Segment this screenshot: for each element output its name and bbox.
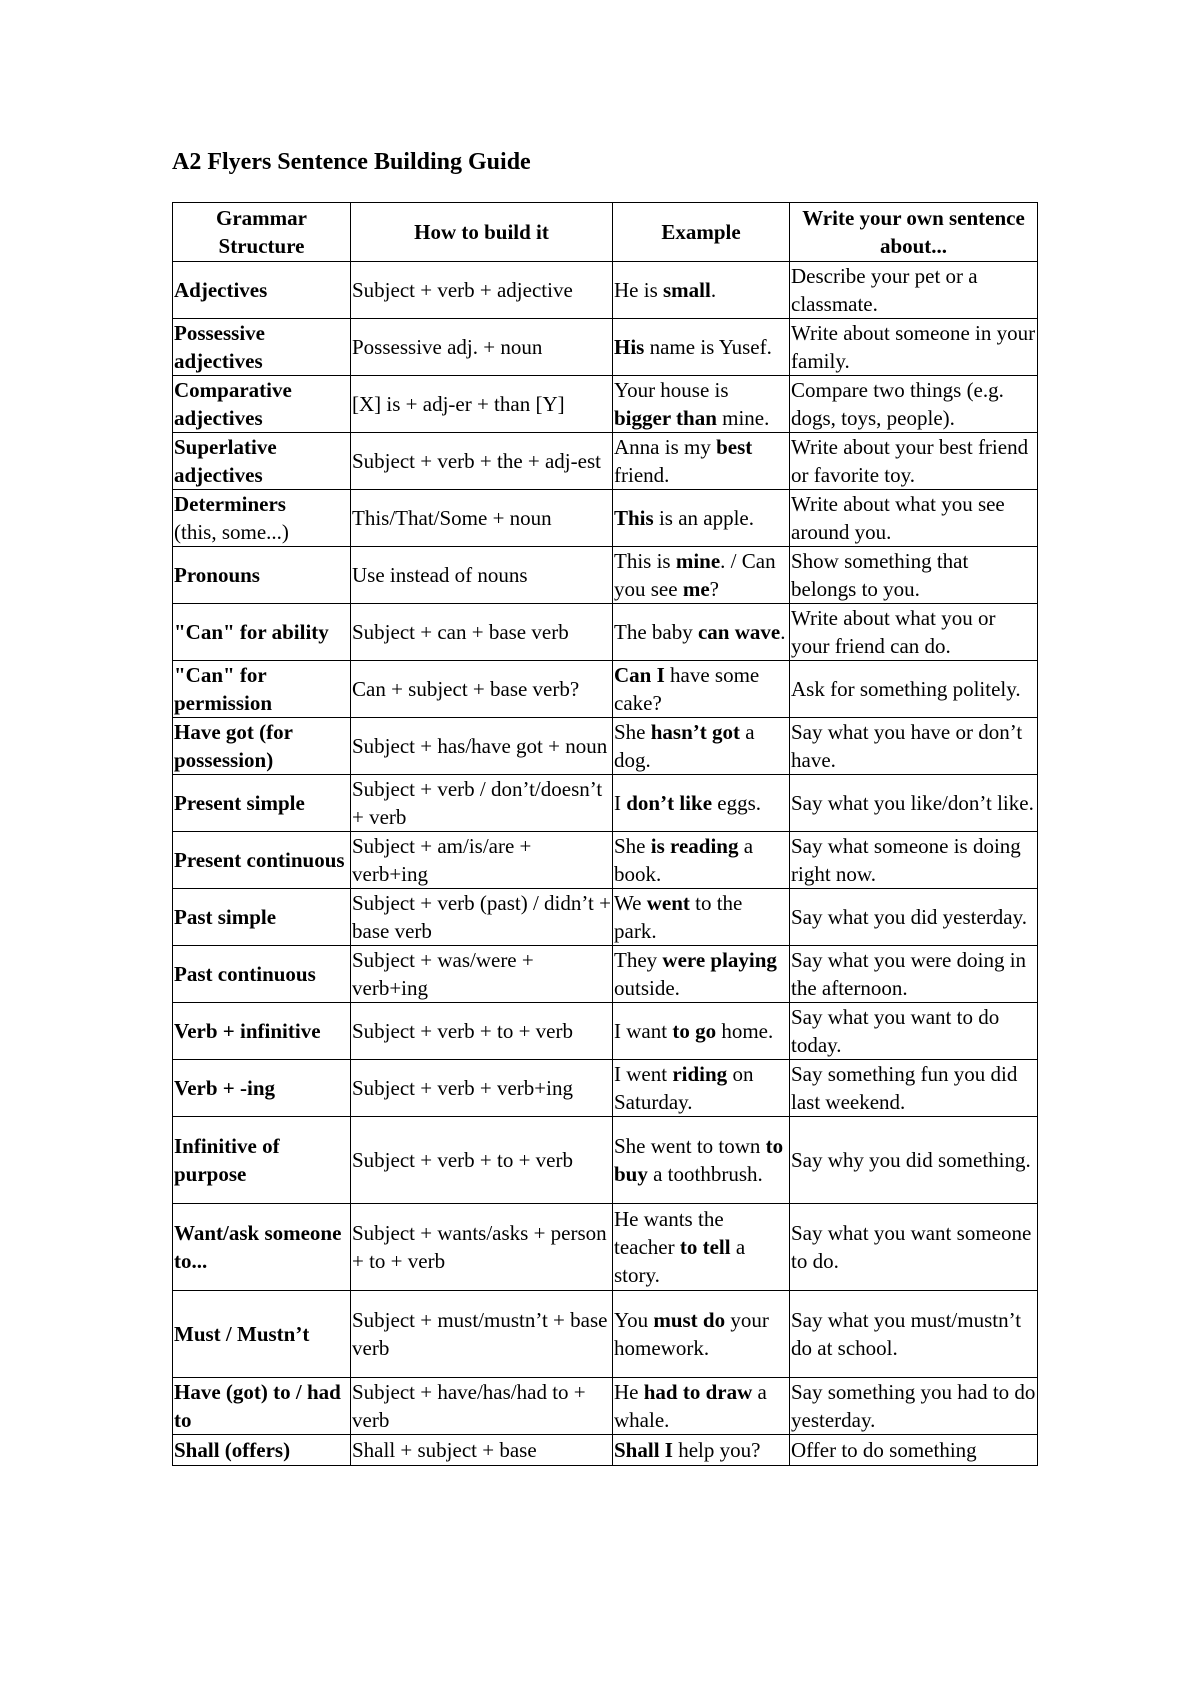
example-highlight: This bbox=[614, 506, 654, 530]
table-row bbox=[173, 604, 1038, 661]
cell-example bbox=[613, 1291, 790, 1378]
example-text: to the park. bbox=[614, 891, 743, 943]
example-text: a whale. bbox=[614, 1380, 767, 1432]
cell-write-prompt: Offer to do something bbox=[790, 1435, 1038, 1466]
cell-how-to-build: Possessive adj. + noun bbox=[351, 319, 613, 376]
cell-write-prompt: Describe your pet or a classmate. bbox=[790, 262, 1038, 319]
cell-write-prompt: Say something you had to do yesterday. bbox=[790, 1378, 1038, 1435]
example-text: I want bbox=[614, 1019, 673, 1043]
example-text: your homework. bbox=[614, 1308, 769, 1360]
example-text: You bbox=[614, 1308, 654, 1332]
example-highlight: to go bbox=[672, 1019, 717, 1043]
table-row bbox=[173, 262, 1038, 319]
structure-label: "Can" for permission bbox=[174, 663, 273, 715]
table-body bbox=[173, 262, 1038, 1466]
cell-how-to-build: Can + subject + base verb? bbox=[351, 661, 613, 718]
cell-grammar-structure bbox=[173, 604, 351, 661]
cell-how-to-build: Shall + subject + base bbox=[351, 1435, 613, 1466]
cell-example bbox=[613, 889, 790, 946]
cell-grammar-structure bbox=[173, 1117, 351, 1204]
table-header bbox=[173, 203, 1038, 262]
cell-write-prompt: Say why you did something. bbox=[790, 1117, 1038, 1204]
table-row bbox=[173, 775, 1038, 832]
table-row bbox=[173, 832, 1038, 889]
cell-write-prompt: Ask for something politely. bbox=[790, 661, 1038, 718]
cell-grammar-structure bbox=[173, 775, 351, 832]
cell-write-prompt: Say what someone is doing right now. bbox=[790, 832, 1038, 889]
example-text: . bbox=[710, 278, 717, 302]
cell-write-prompt: Say what you have or don’t have. bbox=[790, 718, 1038, 775]
example-text: friend. bbox=[614, 463, 670, 487]
cell-write-prompt: Write about what you or your friend can do. bbox=[790, 604, 1038, 661]
example-text: is an apple. bbox=[653, 506, 755, 530]
cell-example bbox=[613, 376, 790, 433]
structure-label: Superlative adjectives bbox=[174, 435, 277, 487]
example-text: mine. bbox=[716, 406, 770, 430]
example-text: a dog. bbox=[614, 720, 755, 772]
cell-grammar-structure bbox=[173, 661, 351, 718]
structure-label: "Can" for ability bbox=[174, 620, 329, 644]
cell-write-prompt: Write about someone in your family. bbox=[790, 319, 1038, 376]
example-text: eggs. bbox=[712, 791, 762, 815]
cell-example bbox=[613, 1378, 790, 1435]
structure-label: Have got (for possession) bbox=[174, 720, 293, 772]
cell-grammar-structure bbox=[173, 946, 351, 1003]
example-text: He wants the teacher bbox=[614, 1207, 724, 1259]
cell-write-prompt: Say what you want to do today. bbox=[790, 1003, 1038, 1060]
cell-example bbox=[613, 547, 790, 604]
structure-label: Possessive adjectives bbox=[174, 321, 265, 373]
table-row bbox=[173, 1060, 1038, 1117]
table-row bbox=[173, 889, 1038, 946]
cell-write-prompt: Say what you like/don’t like. bbox=[790, 775, 1038, 832]
cell-example bbox=[613, 1003, 790, 1060]
example-highlight: can wave bbox=[697, 620, 781, 644]
example-text: outside. bbox=[614, 976, 680, 1000]
example-text: ? bbox=[709, 577, 719, 601]
example-text: on Saturday. bbox=[614, 1062, 754, 1114]
example-highlight: Shall I bbox=[614, 1438, 673, 1462]
example-text: home. bbox=[716, 1019, 774, 1043]
example-text: She bbox=[614, 834, 651, 858]
structure-label: Determiners bbox=[174, 492, 286, 516]
header-row bbox=[173, 203, 1038, 262]
example-text: name is Yusef. bbox=[644, 335, 772, 359]
example-text: He is bbox=[614, 278, 663, 302]
example-highlight: went bbox=[646, 891, 690, 915]
page-title: A2 Flyers Sentence Building Guide bbox=[172, 149, 531, 175]
cell-how-to-build: Subject + was/were + verb+ing bbox=[351, 946, 613, 1003]
cell-write-prompt: Write about what you see around you. bbox=[790, 490, 1038, 547]
cell-example bbox=[613, 718, 790, 775]
cell-grammar-structure bbox=[173, 319, 351, 376]
cell-grammar-structure bbox=[173, 832, 351, 889]
table-row bbox=[173, 490, 1038, 547]
cell-grammar-structure bbox=[173, 547, 351, 604]
cell-write-prompt: Say what you were doing in the afternoon. bbox=[790, 946, 1038, 1003]
example-text: . / Can you see bbox=[614, 549, 776, 601]
cell-example bbox=[613, 946, 790, 1003]
example-text: Anna is my bbox=[614, 435, 717, 459]
table-row bbox=[173, 1003, 1038, 1060]
table-row bbox=[173, 376, 1038, 433]
cell-example bbox=[613, 775, 790, 832]
cell-write-prompt: Show something that belongs to you. bbox=[790, 547, 1038, 604]
cell-example bbox=[613, 661, 790, 718]
table-row bbox=[173, 946, 1038, 1003]
structure-label: Shall (offers) bbox=[174, 1438, 291, 1462]
structure-label: Comparative adjectives bbox=[174, 378, 292, 430]
example-text: The baby bbox=[614, 620, 698, 644]
cell-how-to-build: Subject + must/mustn’t + base verb bbox=[351, 1291, 613, 1378]
example-text: They bbox=[614, 948, 663, 972]
table-row bbox=[173, 1435, 1038, 1466]
structure-label: Past continuous bbox=[174, 962, 316, 986]
cell-grammar-structure bbox=[173, 1291, 351, 1378]
table-row bbox=[173, 718, 1038, 775]
structure-label: Present continuous bbox=[174, 848, 345, 872]
cell-how-to-build: Subject + can + base verb bbox=[351, 604, 613, 661]
example-highlight: riding bbox=[672, 1062, 728, 1086]
cell-grammar-structure bbox=[173, 1060, 351, 1117]
example-highlight: best bbox=[716, 435, 753, 459]
example-text: . bbox=[780, 620, 786, 644]
example-highlight: mine bbox=[675, 549, 721, 573]
cell-how-to-build: Subject + verb + the + adj-est bbox=[351, 433, 613, 490]
example-highlight: don’t like bbox=[626, 791, 713, 815]
example-highlight: bigger than bbox=[614, 406, 717, 430]
example-text: This is bbox=[614, 549, 676, 573]
structure-label: Infinitive of purpose bbox=[174, 1134, 280, 1186]
structure-note: (this, some...) bbox=[174, 520, 289, 544]
header-grammar-structure: Grammar Structure bbox=[173, 203, 351, 262]
cell-example bbox=[613, 604, 790, 661]
example-highlight: small bbox=[663, 278, 711, 302]
structure-label: Verb + infinitive bbox=[174, 1019, 321, 1043]
cell-example bbox=[613, 1204, 790, 1291]
cell-example bbox=[613, 433, 790, 490]
cell-write-prompt: Say what you want someone to do. bbox=[790, 1204, 1038, 1291]
cell-grammar-structure bbox=[173, 1204, 351, 1291]
example-text: a book. bbox=[614, 834, 754, 886]
example-highlight: hasn’t got bbox=[650, 720, 741, 744]
cell-write-prompt: Say what you must/mustn’t do at school. bbox=[790, 1291, 1038, 1378]
table-row bbox=[173, 433, 1038, 490]
example-text: a story. bbox=[614, 1235, 746, 1287]
table-row bbox=[173, 319, 1038, 376]
cell-grammar-structure bbox=[173, 1378, 351, 1435]
cell-how-to-build: Subject + am/is/are + verb+ing bbox=[351, 832, 613, 889]
structure-label: Verb + -ing bbox=[174, 1076, 276, 1100]
example-highlight: were playing bbox=[662, 948, 777, 972]
table-row bbox=[173, 661, 1038, 718]
structure-label: Adjectives bbox=[174, 278, 268, 302]
cell-grammar-structure bbox=[173, 433, 351, 490]
cell-write-prompt: Write about your best friend or favorite toy. bbox=[790, 433, 1038, 490]
cell-how-to-build: Subject + verb + to + verb bbox=[351, 1003, 613, 1060]
example-highlight: had to draw bbox=[643, 1380, 753, 1404]
example-highlight: His bbox=[614, 335, 645, 359]
example-highlight: must do bbox=[653, 1308, 726, 1332]
example-text: help you? bbox=[672, 1438, 761, 1462]
cell-example bbox=[613, 1060, 790, 1117]
cell-how-to-build: Subject + verb + to + verb bbox=[351, 1117, 613, 1204]
cell-how-to-build: Subject + verb / don’t/doesn’t + verb bbox=[351, 775, 613, 832]
example-highlight: Can I bbox=[614, 663, 665, 687]
cell-how-to-build: Subject + verb (past) / didn’t + base verb bbox=[351, 889, 613, 946]
cell-example bbox=[613, 490, 790, 547]
structure-label: Have (got) to / had to bbox=[174, 1380, 341, 1432]
cell-how-to-build: Subject + verb + verb+ing bbox=[351, 1060, 613, 1117]
structure-label: Must / Mustn’t bbox=[174, 1322, 310, 1346]
structure-label: Past simple bbox=[174, 905, 277, 929]
example-text: He bbox=[614, 1380, 644, 1404]
cell-how-to-build: Use instead of nouns bbox=[351, 547, 613, 604]
cell-example bbox=[613, 1117, 790, 1204]
cell-example bbox=[613, 832, 790, 889]
table-row bbox=[173, 547, 1038, 604]
example-text: She went to town bbox=[614, 1134, 766, 1158]
header-example: Example bbox=[613, 203, 790, 262]
example-text: She bbox=[614, 720, 651, 744]
cell-how-to-build: Subject + wants/asks + person + to + verb bbox=[351, 1204, 613, 1291]
structure-label: Want/ask someone to... bbox=[174, 1221, 342, 1273]
table-row bbox=[173, 1291, 1038, 1378]
header-how-to-build: How to build it bbox=[351, 203, 613, 262]
cell-how-to-build: [X] is + adj-er + than [Y] bbox=[351, 376, 613, 433]
example-text: We bbox=[614, 891, 647, 915]
cell-grammar-structure bbox=[173, 1435, 351, 1466]
cell-grammar-structure bbox=[173, 889, 351, 946]
cell-grammar-structure bbox=[173, 1003, 351, 1060]
structure-label: Pronouns bbox=[174, 563, 260, 587]
cell-how-to-build: Subject + verb + adjective bbox=[351, 262, 613, 319]
cell-how-to-build: Subject + have/has/had to + verb bbox=[351, 1378, 613, 1435]
example-text: I went bbox=[614, 1062, 673, 1086]
cell-example bbox=[613, 262, 790, 319]
example-text: have some cake? bbox=[614, 663, 760, 715]
structure-label: Present simple bbox=[174, 791, 305, 815]
example-highlight: is reading bbox=[650, 834, 739, 858]
table-row bbox=[173, 1204, 1038, 1291]
cell-grammar-structure bbox=[173, 718, 351, 775]
cell-write-prompt: Say something fun you did last weekend. bbox=[790, 1060, 1038, 1117]
cell-grammar-structure bbox=[173, 376, 351, 433]
cell-write-prompt: Compare two things (e.g. dogs, toys, people). bbox=[790, 376, 1038, 433]
cell-write-prompt: Say what you did yesterday. bbox=[790, 889, 1038, 946]
cell-how-to-build: This/That/Some + noun bbox=[351, 490, 613, 547]
example-highlight: to tell bbox=[679, 1235, 731, 1259]
header-write-your-own: Write your own sentence about... bbox=[790, 203, 1038, 262]
table-row bbox=[173, 1378, 1038, 1435]
example-highlight: to buy bbox=[614, 1134, 784, 1186]
cell-example bbox=[613, 319, 790, 376]
cell-how-to-build: Subject + has/have got + noun bbox=[351, 718, 613, 775]
cell-grammar-structure bbox=[173, 262, 351, 319]
grammar-guide-table bbox=[172, 202, 1038, 1466]
cell-grammar-structure bbox=[173, 490, 351, 547]
cell-example bbox=[613, 1435, 790, 1466]
example-text: Your house is bbox=[614, 378, 729, 402]
example-text: a toothbrush. bbox=[647, 1162, 763, 1186]
table-row bbox=[173, 1117, 1038, 1204]
example-highlight: me bbox=[682, 577, 710, 601]
example-text: I bbox=[614, 791, 627, 815]
